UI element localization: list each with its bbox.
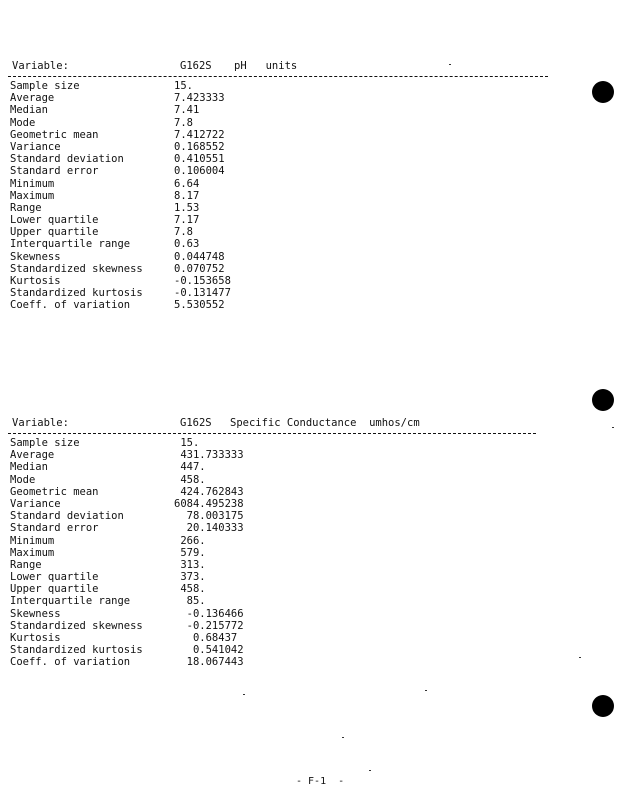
stat-value: 7.8 bbox=[174, 226, 193, 239]
variable-title: Specific Conductance umhos/cm bbox=[230, 417, 420, 429]
stat-label: Median bbox=[10, 461, 48, 474]
stat-row bbox=[8, 178, 548, 190]
stat-row bbox=[8, 251, 548, 263]
scan-speck bbox=[612, 427, 614, 428]
stat-value: 7.17 bbox=[174, 214, 200, 227]
stat-value: 0.106004 bbox=[174, 165, 225, 178]
stat-label: Standard error bbox=[10, 165, 99, 178]
stat-label: Coeff. of variation bbox=[10, 299, 131, 312]
stat-label: Kurtosis bbox=[10, 275, 61, 287]
stats-rows bbox=[8, 437, 548, 669]
stat-label: Variance bbox=[10, 140, 61, 153]
dashed-divider bbox=[8, 433, 536, 434]
stat-value: 15. bbox=[174, 80, 193, 92]
stat-value: 0.168552 bbox=[174, 140, 225, 153]
stat-value: 18.067443 bbox=[174, 656, 244, 669]
stat-row bbox=[8, 437, 548, 449]
stat-value: 0.541042 bbox=[174, 644, 244, 657]
stat-value: 458. bbox=[174, 473, 206, 486]
stat-label: Geometric mean bbox=[10, 128, 99, 141]
stat-value: 6.64 bbox=[174, 177, 200, 190]
stat-row bbox=[8, 238, 548, 250]
stat-value: 7.41 bbox=[174, 104, 200, 117]
stat-label: Standard error bbox=[10, 522, 99, 535]
stats-rows bbox=[8, 80, 548, 312]
stat-row bbox=[8, 190, 548, 202]
stat-row bbox=[8, 474, 548, 486]
stat-row bbox=[8, 141, 548, 153]
stat-label: Upper quartile bbox=[10, 226, 99, 239]
stat-row bbox=[8, 522, 548, 534]
variable-code: G162S bbox=[180, 60, 212, 72]
stat-row bbox=[8, 510, 548, 522]
stat-row bbox=[8, 583, 548, 595]
stat-label: Coeff. of variation bbox=[10, 656, 131, 669]
scan-speck bbox=[243, 694, 245, 695]
variable-label: Variable: bbox=[12, 417, 69, 429]
stat-row bbox=[8, 129, 548, 141]
stat-value: 15. bbox=[174, 437, 200, 449]
stat-row bbox=[8, 275, 548, 287]
stat-row bbox=[8, 486, 548, 498]
stat-value: 78.003175 bbox=[174, 510, 244, 523]
stat-row bbox=[8, 202, 548, 214]
stat-label: Range bbox=[10, 201, 42, 214]
stat-value: 20.140333 bbox=[174, 522, 244, 535]
stat-value: -0.215772 bbox=[174, 619, 244, 632]
stat-row bbox=[8, 80, 548, 92]
stat-value: -0.136466 bbox=[174, 607, 244, 620]
stat-label: Mode bbox=[10, 116, 36, 129]
stat-row bbox=[8, 620, 548, 632]
stat-row bbox=[8, 104, 548, 116]
table-header bbox=[8, 60, 548, 74]
stat-value: 7.8 bbox=[174, 116, 193, 129]
variable-title: pH units bbox=[234, 60, 298, 72]
scan-speck bbox=[425, 690, 427, 691]
stat-value: 373. bbox=[174, 571, 206, 584]
stat-value: 1.53 bbox=[174, 201, 200, 214]
stat-row bbox=[8, 595, 548, 607]
stat-label: Average bbox=[10, 449, 55, 462]
stat-row bbox=[8, 263, 548, 275]
stat-label: Geometric mean bbox=[10, 485, 99, 498]
stat-row bbox=[8, 559, 548, 571]
stat-value: 266. bbox=[174, 534, 206, 547]
stat-label: Sample size bbox=[10, 80, 80, 92]
stat-row bbox=[8, 608, 548, 620]
stat-label: Maximum bbox=[10, 546, 55, 559]
stat-label: Sample size bbox=[10, 437, 80, 449]
stat-label: Range bbox=[10, 558, 42, 571]
variable-code: G162S bbox=[180, 417, 212, 429]
stat-value: 7.412722 bbox=[174, 128, 225, 141]
stat-label: Median bbox=[10, 104, 48, 117]
stat-row bbox=[8, 535, 548, 547]
stat-value: 579. bbox=[174, 546, 206, 559]
stat-label: Skewness bbox=[10, 250, 61, 263]
stat-label: Standardized kurtosis bbox=[10, 644, 143, 657]
stat-value: 447. bbox=[174, 461, 206, 474]
punch-hole-middle bbox=[592, 389, 614, 411]
stat-row bbox=[8, 92, 548, 104]
scan-speck bbox=[579, 657, 581, 658]
stat-label: Minimum bbox=[10, 534, 55, 547]
stat-row bbox=[8, 547, 548, 559]
stat-value: 458. bbox=[174, 583, 206, 596]
stat-value: 7.423333 bbox=[174, 92, 225, 105]
stat-value: 431.733333 bbox=[174, 449, 244, 462]
punch-hole-bottom bbox=[592, 695, 614, 717]
stat-label: Interquartile range bbox=[10, 595, 131, 608]
page-number: - F-1 - bbox=[296, 776, 345, 787]
stat-row bbox=[8, 153, 548, 165]
stat-value: 0.070752 bbox=[174, 262, 225, 275]
stat-value: 6084.495238 bbox=[174, 497, 244, 510]
stat-value: 313. bbox=[174, 558, 206, 571]
stat-value: 0.410551 bbox=[174, 153, 225, 166]
variable-label: Variable: bbox=[12, 60, 69, 72]
punch-hole-top bbox=[592, 81, 614, 103]
stat-row bbox=[8, 571, 548, 583]
stat-label: Standardized skewness bbox=[10, 262, 143, 275]
stat-value: 0.044748 bbox=[174, 250, 225, 263]
stat-value: 0.68437 bbox=[174, 632, 238, 644]
stat-label: Lower quartile bbox=[10, 571, 99, 584]
stat-value: 85. bbox=[174, 595, 206, 608]
stat-row bbox=[8, 498, 548, 510]
stat-label: Standardized skewness bbox=[10, 619, 143, 632]
stat-label: Standardized kurtosis bbox=[10, 287, 143, 300]
stat-row bbox=[8, 165, 548, 177]
stat-label: Standard deviation bbox=[10, 510, 124, 523]
stat-row bbox=[8, 449, 548, 461]
stat-value: 424.762843 bbox=[174, 485, 244, 498]
stat-row bbox=[8, 226, 548, 238]
stat-row bbox=[8, 214, 548, 226]
stat-row bbox=[8, 117, 548, 129]
stat-row bbox=[8, 287, 548, 299]
stat-label: Lower quartile bbox=[10, 214, 99, 227]
stat-label: Interquartile range bbox=[10, 238, 131, 251]
stat-label: Variance bbox=[10, 497, 61, 510]
scan-speck bbox=[369, 770, 371, 771]
stat-label: Average bbox=[10, 92, 55, 105]
scan-speck bbox=[342, 737, 344, 738]
table-header bbox=[8, 417, 548, 431]
stat-value: 5.530552 bbox=[174, 299, 225, 312]
stats-table-conductance bbox=[8, 417, 548, 669]
stat-label: Standard deviation bbox=[10, 153, 124, 166]
stat-label: Kurtosis bbox=[10, 632, 61, 644]
stat-value: -0.131477 bbox=[174, 287, 231, 300]
stat-label: Mode bbox=[10, 473, 36, 486]
stat-value: -0.153658 bbox=[174, 275, 231, 287]
stats-table-ph bbox=[8, 60, 548, 312]
stat-label: Skewness bbox=[10, 607, 61, 620]
dashed-divider bbox=[8, 76, 548, 77]
stat-row bbox=[8, 644, 548, 656]
stat-label: Maximum bbox=[10, 189, 55, 202]
stat-value: 8.17 bbox=[174, 189, 200, 202]
stat-row bbox=[8, 656, 548, 668]
stat-value: 0.63 bbox=[174, 238, 200, 251]
stat-row bbox=[8, 461, 548, 473]
stat-label: Minimum bbox=[10, 177, 55, 190]
stat-label: Upper quartile bbox=[10, 583, 99, 596]
stat-row bbox=[8, 299, 548, 311]
stat-row bbox=[8, 632, 548, 644]
